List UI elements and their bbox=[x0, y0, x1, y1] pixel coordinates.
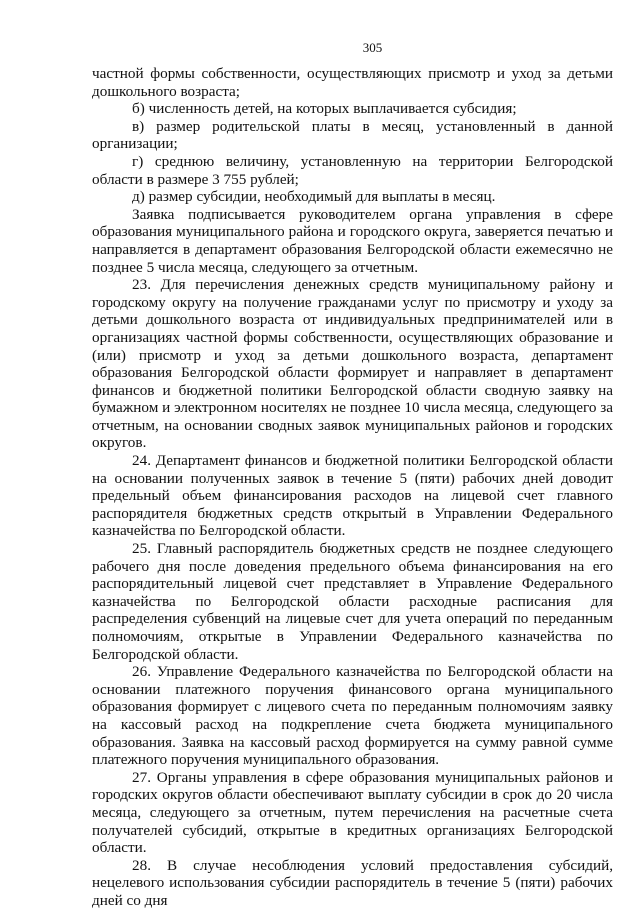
page-number: 305 bbox=[362, 40, 383, 55]
paragraph-item-d: д) размер субсидии, необходимый для выплаты в месяц. bbox=[132, 188, 496, 206]
paragraph-23: 23. Для перечисления денежных средств муниципальному району и городскому округу на получение гражданами услуг по присмотру и уходу за детьми дошкольного возраста от индивидуальных предпринимателей или в организациях частной формы собственности, осуществляющих образование и (или) присмотр и уход за детьми дошкольного возраста, департамент образования Белгородской области формирует и направляет в департамент финансов и бюджетной политики Белгородской области сводную заявку на бумажном и электронном носителях не позднее 10 числа месяца, следующего за отчетным, на основании сводных заявок муниципальных районов и городских округов. bbox=[92, 276, 613, 452]
paragraph-25: 25. Главный распорядитель бюджетных средств не позднее следующего рабочего дня после доведения предельного объема финансирования на его распорядительный лицевой счет представляет в Управление Федерального казначейства по Белгородской области расходные расписания для распределения субвенций на лицевые счет для учета операций по переданным полномочиям, открытые в Управлении Федерального казначейства по Белгородской области. bbox=[92, 540, 613, 663]
paragraph-item-b: б) численность детей, на которых выплачивается субсидия; bbox=[132, 100, 517, 118]
paragraph-continuation: частной формы собственности, осуществляющих присмотр и уход за детьми дошкольного возраста; bbox=[92, 65, 613, 100]
paragraph-24: 24. Департамент финансов и бюджетной политики Белгородской области на основании полученных заявок в течение 5 (пяти) рабочих дней доводит предельный объем финансирования расходов на лицевой счет главного распорядителя бюджетных средств открытый в Управлении Федерального казначейства по Белгородской области. bbox=[92, 452, 613, 540]
paragraph-28: 28. В случае несоблюдения условий предоставления субсидий, нецелевого использования субсидии распорядитель в течение 5 (пяти) рабочих дней со дня bbox=[92, 856, 613, 909]
paragraph-application: Заявка подписывается руководителем органа управления в сфере образования муниципального района и городского округа, заверяется печатью и направляется в департамент образования Белгородской области ежемесячно не позднее 5 числа месяца, следующего за отчетным. bbox=[92, 205, 613, 276]
paragraph-item-v: в) размер родительской платы в месяц, установленный в данной организации; bbox=[92, 117, 613, 153]
document-body bbox=[92, 65, 613, 910]
paragraph-27: 27. Органы управления в сфере образования муниципальных районов и городских округов области обеспечивают выплату субсидии в срок до 20 числа месяца, следующего за отчетным, путем перечисления на расчетные счета получателей субсидий, открытые в кредитных организациях Белгородской области. bbox=[92, 768, 613, 857]
paragraph-item-g: г) среднюю величину, установленную на территории Белгородской области в размере 3 755 рублей; bbox=[92, 152, 613, 188]
paragraph-26: 26. Управление Федерального казначейства по Белгородской области на основании платежного поручения финансового органа муниципального образования формирует с лицевого счета по переданным полномочиям заявку на кассовый расход на подкрепление счета бюджета муниципального образования. Заявка на кассовый расход формируется на сумму равной сумме платежного поручения муниципального образования. bbox=[92, 663, 613, 769]
